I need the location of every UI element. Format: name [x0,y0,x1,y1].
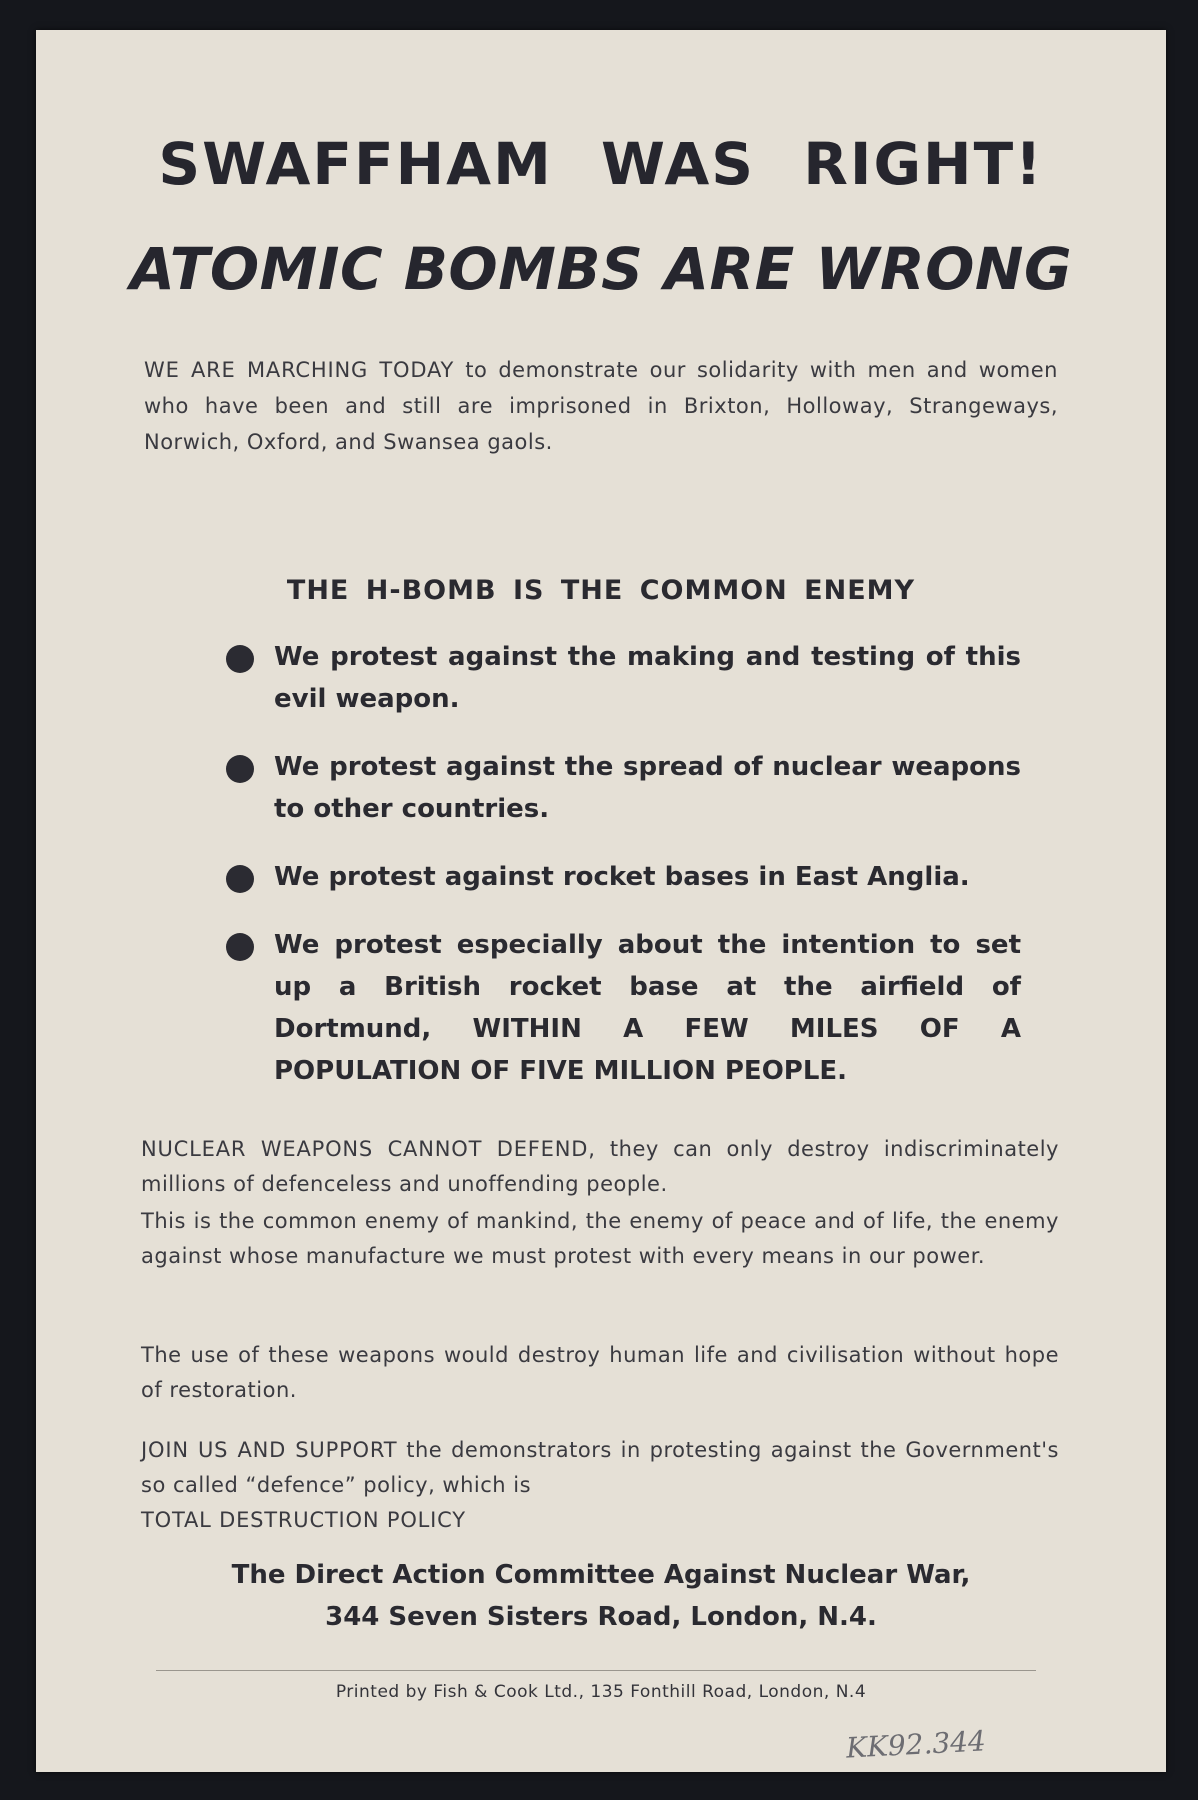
signature-organisation: The Direct Action Committee Against Nuclear War, [231,1560,971,1590]
defend-lead: NUCLEAR WEAPONS CANNOT DEFEND, [141,1137,596,1161]
bullet-dot-icon [226,645,254,673]
protest-text: We protest against rocket bases in East Anglia. [274,862,970,892]
protest-text: We protest especially about the intention to set up a British rocket base at the airfield of Dortmund, WITHIN A FEW MILES OF A POPULATION OF FIVE MILLION PEOPLE. [274,930,1021,1086]
headline-line-2: ATOMIC BOMBS ARE WRONG [129,235,1073,303]
defend-text: they can only destroy indiscriminately millions of defenceless and unoffending people. [141,1137,1059,1196]
join-paragraph [141,1433,1059,1538]
divider-rule [156,1670,1036,1671]
join-tail: TOTAL DESTRUCTION POLICY [141,1508,466,1532]
join-lead: JOIN US AND SUPPORT [141,1438,398,1462]
bullet-dot-icon [226,865,254,893]
protest-item [226,746,1021,830]
intro-text: to demonstrate our solidarity with men and women who have been and still are imprisoned in Brixton, Holloway, Strangeways, Norwich, Oxford, and Swansea gaols. [144,358,1058,454]
use-paragraph: The use of these weapons would destroy human life and civilisation without hope of restoration. [141,1343,1059,1402]
bullet-dot-icon [226,933,254,961]
signature-address: 344 Seven Sisters Road, London, N.4. [325,1602,877,1632]
subheading: THE H-BOMB IS THE COMMON ENEMY [286,575,916,606]
protest-text: We protest against the making and testing of this evil weapon. [274,642,1021,714]
defend-paragraph [141,1132,1059,1202]
catalogue-number: KK92.344 [845,1724,987,1765]
protest-item [226,636,1021,720]
protest-text: We protest against the spread of nuclear weapons to other countries. [274,752,1021,824]
bullet-dot-icon [226,755,254,783]
protest-item [226,924,1021,1092]
headline-line-1: SWAFFHAM WAS RIGHT! [158,130,1044,198]
protest-list [226,636,1021,1118]
join-text: the demonstrators in protesting against the Government's so called “defence” policy, which is [141,1438,1059,1497]
leaflet-sheet [36,30,1166,1772]
intro-paragraph [144,352,1058,460]
intro-lead: WE ARE MARCHING TODAY [144,358,455,382]
protest-item [226,856,1021,898]
printer-imprint: Printed by Fish & Cook Ltd., 135 Fonthill Road, London, N.4 [335,1682,867,1702]
enemy-paragraph: This is the common enemy of mankind, the enemy of peace and of life, the enemy against whose manufacture we must protest with every means in our power. [141,1209,1059,1268]
